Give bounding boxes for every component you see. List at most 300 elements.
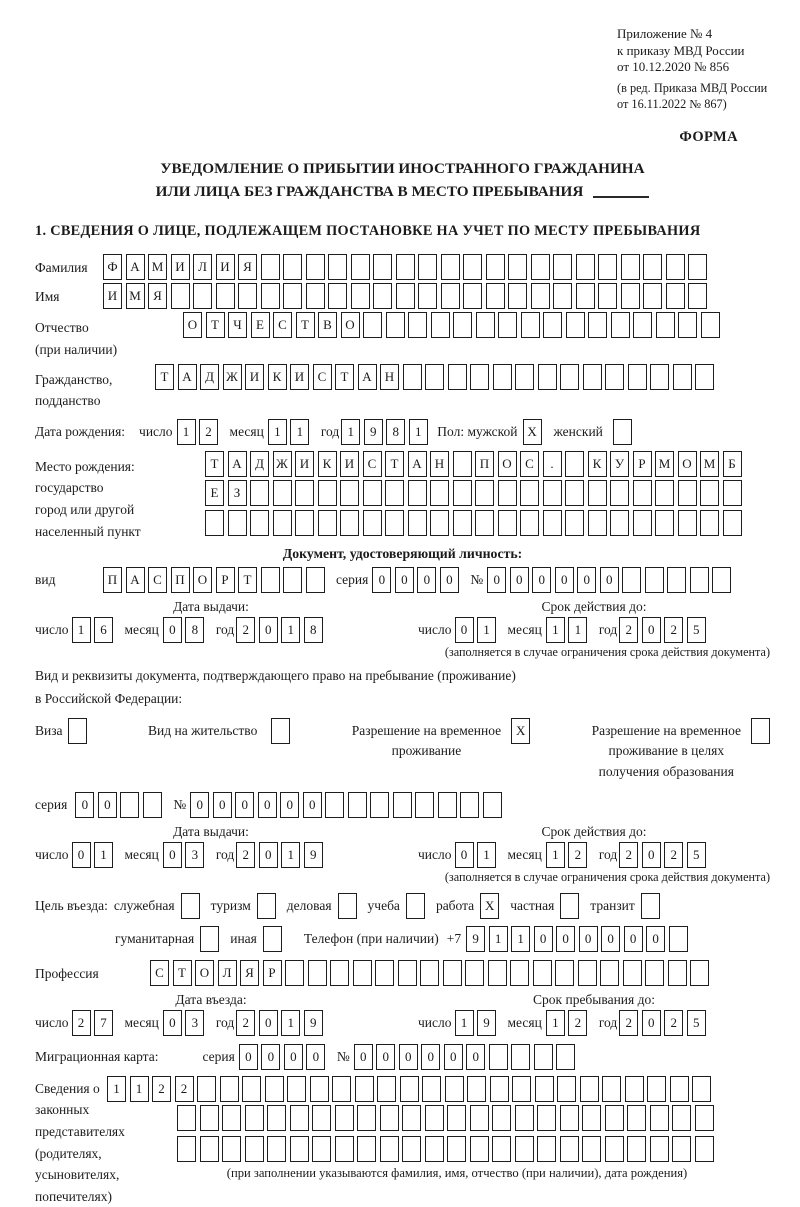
char-cell[interactable] xyxy=(312,1136,331,1162)
char-cell[interactable]: Л xyxy=(193,254,212,280)
char-cell[interactable] xyxy=(332,1076,351,1102)
char-cell[interactable]: 0 xyxy=(259,842,278,868)
char-cell[interactable] xyxy=(120,792,139,818)
char-cell[interactable]: 0 xyxy=(75,792,94,818)
char-cell[interactable]: А xyxy=(228,451,247,477)
char-cell[interactable] xyxy=(408,312,427,338)
char-cell[interactable] xyxy=(508,283,527,309)
char-cell[interactable]: А xyxy=(126,567,145,593)
char-cell[interactable] xyxy=(475,510,494,536)
char-cell[interactable] xyxy=(602,1076,621,1102)
char-cell[interactable]: Т xyxy=(173,960,192,986)
char-cell[interactable]: 0 xyxy=(259,617,278,643)
char-cell[interactable]: Я xyxy=(238,254,257,280)
char-cell[interactable] xyxy=(353,960,372,986)
char-cell[interactable] xyxy=(672,1105,691,1131)
char-cell[interactable] xyxy=(605,1136,624,1162)
char-cell[interactable]: 2 xyxy=(568,842,587,868)
char-cell[interactable] xyxy=(498,312,517,338)
char-cell[interactable]: Т xyxy=(335,364,354,390)
char-cell[interactable] xyxy=(576,254,595,280)
purpose-checkbox[interactable]: X xyxy=(480,893,499,919)
char-cell[interactable] xyxy=(565,451,584,477)
char-cell[interactable] xyxy=(430,480,449,506)
char-cell[interactable] xyxy=(521,312,540,338)
char-cell[interactable] xyxy=(453,510,472,536)
char-cell[interactable]: 2 xyxy=(619,617,638,643)
char-cell[interactable] xyxy=(643,283,662,309)
char-cell[interactable] xyxy=(560,364,579,390)
char-cell[interactable] xyxy=(611,312,630,338)
char-cell[interactable] xyxy=(669,926,688,952)
char-cell[interactable]: Я xyxy=(240,960,259,986)
char-cell[interactable] xyxy=(470,364,489,390)
char-cell[interactable] xyxy=(515,364,534,390)
char-cell[interactable] xyxy=(470,1136,489,1162)
char-cell[interactable] xyxy=(582,1136,601,1162)
sex-male-checkbox[interactable]: X xyxy=(523,419,542,445)
char-cell[interactable]: А xyxy=(126,254,145,280)
char-cell[interactable]: Т xyxy=(385,451,404,477)
char-cell[interactable]: 9 xyxy=(364,419,383,445)
char-cell[interactable] xyxy=(396,283,415,309)
char-cell[interactable] xyxy=(335,1136,354,1162)
char-cell[interactable] xyxy=(515,1136,534,1162)
char-cell[interactable]: О xyxy=(678,451,697,477)
char-cell[interactable] xyxy=(531,283,550,309)
char-cell[interactable] xyxy=(560,1105,579,1131)
char-cell[interactable] xyxy=(328,283,347,309)
char-cell[interactable] xyxy=(633,480,652,506)
char-cell[interactable]: 0 xyxy=(624,926,643,952)
char-cell[interactable]: 8 xyxy=(386,419,405,445)
char-cell[interactable]: 0 xyxy=(466,1044,485,1070)
char-cell[interactable] xyxy=(460,792,479,818)
char-cell[interactable] xyxy=(200,1105,219,1131)
char-cell[interactable] xyxy=(627,1136,646,1162)
char-cell[interactable] xyxy=(692,1076,711,1102)
char-cell[interactable] xyxy=(621,283,640,309)
char-cell[interactable]: А xyxy=(408,451,427,477)
char-cell[interactable] xyxy=(678,480,697,506)
char-cell[interactable]: 0 xyxy=(642,617,661,643)
char-cell[interactable] xyxy=(425,1136,444,1162)
char-cell[interactable] xyxy=(650,1105,669,1131)
char-cell[interactable]: 1 xyxy=(72,617,91,643)
char-cell[interactable] xyxy=(363,480,382,506)
char-cell[interactable] xyxy=(408,510,427,536)
char-cell[interactable]: 2 xyxy=(72,1010,91,1036)
char-cell[interactable]: Т xyxy=(155,364,174,390)
char-cell[interactable] xyxy=(363,510,382,536)
char-cell[interactable]: 0 xyxy=(163,1010,182,1036)
purpose-checkbox[interactable] xyxy=(200,926,219,952)
char-cell[interactable]: Р xyxy=(216,567,235,593)
char-cell[interactable]: 2 xyxy=(664,842,683,868)
char-cell[interactable] xyxy=(222,1136,241,1162)
purpose-checkbox[interactable] xyxy=(641,893,660,919)
char-cell[interactable]: Л xyxy=(218,960,237,986)
char-cell[interactable]: К xyxy=(588,451,607,477)
char-cell[interactable] xyxy=(273,510,292,536)
char-cell[interactable]: 0 xyxy=(534,926,553,952)
char-cell[interactable]: 7 xyxy=(94,1010,113,1036)
char-cell[interactable] xyxy=(598,254,617,280)
char-cell[interactable] xyxy=(557,1076,576,1102)
char-cell[interactable] xyxy=(498,510,517,536)
char-cell[interactable] xyxy=(610,480,629,506)
char-cell[interactable]: П xyxy=(475,451,494,477)
char-cell[interactable]: И xyxy=(290,364,309,390)
char-cell[interactable] xyxy=(688,254,707,280)
purpose-checkbox[interactable] xyxy=(181,893,200,919)
char-cell[interactable]: 1 xyxy=(290,419,309,445)
char-cell[interactable]: 0 xyxy=(421,1044,440,1070)
char-cell[interactable] xyxy=(670,1076,689,1102)
char-cell[interactable] xyxy=(328,254,347,280)
char-cell[interactable]: 0 xyxy=(646,926,665,952)
char-cell[interactable] xyxy=(400,1076,419,1102)
char-cell[interactable]: 5 xyxy=(687,842,706,868)
char-cell[interactable]: 0 xyxy=(579,926,598,952)
char-cell[interactable]: С xyxy=(313,364,332,390)
char-cell[interactable] xyxy=(475,480,494,506)
char-cell[interactable]: 0 xyxy=(190,792,209,818)
char-cell[interactable] xyxy=(520,480,539,506)
char-cell[interactable] xyxy=(489,1044,508,1070)
char-cell[interactable]: 6 xyxy=(94,617,113,643)
char-cell[interactable] xyxy=(402,1105,421,1131)
char-cell[interactable]: 2 xyxy=(236,842,255,868)
char-cell[interactable] xyxy=(621,254,640,280)
char-cell[interactable]: Н xyxy=(430,451,449,477)
char-cell[interactable]: Я xyxy=(148,283,167,309)
char-cell[interactable] xyxy=(283,283,302,309)
char-cell[interactable]: 0 xyxy=(235,792,254,818)
char-cell[interactable] xyxy=(308,960,327,986)
visa-checkbox[interactable] xyxy=(68,718,87,744)
char-cell[interactable]: 0 xyxy=(72,842,91,868)
char-cell[interactable]: М xyxy=(126,283,145,309)
char-cell[interactable] xyxy=(488,960,507,986)
char-cell[interactable]: В xyxy=(318,312,337,338)
char-cell[interactable] xyxy=(537,1105,556,1131)
char-cell[interactable]: 0 xyxy=(258,792,277,818)
char-cell[interactable] xyxy=(610,510,629,536)
char-cell[interactable]: О xyxy=(341,312,360,338)
char-cell[interactable] xyxy=(655,480,674,506)
char-cell[interactable]: 1 xyxy=(341,419,360,445)
char-cell[interactable] xyxy=(656,312,675,338)
char-cell[interactable]: 0 xyxy=(440,567,459,593)
char-cell[interactable] xyxy=(622,567,641,593)
char-cell[interactable] xyxy=(598,283,617,309)
char-cell[interactable]: 0 xyxy=(280,792,299,818)
char-cell[interactable]: С xyxy=(148,567,167,593)
char-cell[interactable]: Т xyxy=(296,312,315,338)
char-cell[interactable] xyxy=(625,1076,644,1102)
char-cell[interactable] xyxy=(520,510,539,536)
char-cell[interactable]: М xyxy=(700,451,719,477)
char-cell[interactable] xyxy=(415,792,434,818)
char-cell[interactable]: 0 xyxy=(555,567,574,593)
char-cell[interactable] xyxy=(623,960,642,986)
char-cell[interactable] xyxy=(306,254,325,280)
char-cell[interactable] xyxy=(193,283,212,309)
char-cell[interactable]: 1 xyxy=(281,842,300,868)
char-cell[interactable] xyxy=(200,1136,219,1162)
residence-permit-checkbox[interactable] xyxy=(271,718,290,744)
char-cell[interactable] xyxy=(555,960,574,986)
char-cell[interactable] xyxy=(216,283,235,309)
char-cell[interactable] xyxy=(556,1044,575,1070)
char-cell[interactable]: Т xyxy=(238,567,257,593)
char-cell[interactable] xyxy=(447,1105,466,1131)
char-cell[interactable] xyxy=(250,510,269,536)
char-cell[interactable]: 2 xyxy=(619,1010,638,1036)
char-cell[interactable] xyxy=(418,254,437,280)
char-cell[interactable] xyxy=(582,1105,601,1131)
char-cell[interactable] xyxy=(363,312,382,338)
char-cell[interactable] xyxy=(700,510,719,536)
char-cell[interactable] xyxy=(238,283,257,309)
char-cell[interactable]: 0 xyxy=(98,792,117,818)
char-cell[interactable]: 1 xyxy=(281,617,300,643)
char-cell[interactable] xyxy=(565,510,584,536)
char-cell[interactable] xyxy=(197,1076,216,1102)
char-cell[interactable] xyxy=(498,480,517,506)
char-cell[interactable]: 0 xyxy=(163,617,182,643)
char-cell[interactable] xyxy=(553,254,572,280)
char-cell[interactable]: 0 xyxy=(577,567,596,593)
char-cell[interactable]: 1 xyxy=(455,1010,474,1036)
char-cell[interactable]: 0 xyxy=(600,567,619,593)
purpose-checkbox[interactable] xyxy=(338,893,357,919)
char-cell[interactable] xyxy=(655,510,674,536)
char-cell[interactable] xyxy=(492,1136,511,1162)
char-cell[interactable] xyxy=(605,364,624,390)
char-cell[interactable] xyxy=(508,254,527,280)
char-cell[interactable] xyxy=(325,792,344,818)
purpose-checkbox[interactable] xyxy=(257,893,276,919)
char-cell[interactable] xyxy=(453,312,472,338)
char-cell[interactable]: Т xyxy=(206,312,225,338)
char-cell[interactable]: П xyxy=(171,567,190,593)
char-cell[interactable]: 0 xyxy=(455,617,474,643)
char-cell[interactable] xyxy=(340,510,359,536)
char-cell[interactable]: 0 xyxy=(239,1044,258,1070)
char-cell[interactable] xyxy=(476,312,495,338)
char-cell[interactable] xyxy=(375,960,394,986)
char-cell[interactable]: Н xyxy=(380,364,399,390)
char-cell[interactable] xyxy=(295,480,314,506)
char-cell[interactable] xyxy=(295,510,314,536)
char-cell[interactable]: 0 xyxy=(642,842,661,868)
char-cell[interactable]: 1 xyxy=(489,926,508,952)
char-cell[interactable] xyxy=(723,510,742,536)
char-cell[interactable]: 5 xyxy=(687,1010,706,1036)
char-cell[interactable]: Р xyxy=(633,451,652,477)
char-cell[interactable]: С xyxy=(520,451,539,477)
char-cell[interactable]: А xyxy=(178,364,197,390)
char-cell[interactable]: 3 xyxy=(185,1010,204,1036)
char-cell[interactable] xyxy=(402,1136,421,1162)
char-cell[interactable]: Е xyxy=(251,312,270,338)
char-cell[interactable] xyxy=(588,510,607,536)
char-cell[interactable] xyxy=(668,960,687,986)
char-cell[interactable] xyxy=(171,283,190,309)
char-cell[interactable] xyxy=(605,1105,624,1131)
char-cell[interactable]: 9 xyxy=(477,1010,496,1036)
char-cell[interactable]: И xyxy=(103,283,122,309)
char-cell[interactable] xyxy=(318,480,337,506)
char-cell[interactable]: 2 xyxy=(199,419,218,445)
char-cell[interactable]: 1 xyxy=(409,419,428,445)
char-cell[interactable] xyxy=(453,480,472,506)
char-cell[interactable]: О xyxy=(193,567,212,593)
char-cell[interactable] xyxy=(265,1076,284,1102)
char-cell[interactable] xyxy=(348,792,367,818)
char-cell[interactable] xyxy=(420,960,439,986)
temp-residence-checkbox[interactable]: X xyxy=(511,718,530,744)
char-cell[interactable]: 0 xyxy=(303,792,322,818)
char-cell[interactable] xyxy=(566,312,585,338)
char-cell[interactable] xyxy=(535,1076,554,1102)
char-cell[interactable] xyxy=(627,1105,646,1131)
char-cell[interactable]: 1 xyxy=(546,842,565,868)
char-cell[interactable]: 2 xyxy=(568,1010,587,1036)
char-cell[interactable]: 0 xyxy=(510,567,529,593)
char-cell[interactable] xyxy=(447,1136,466,1162)
char-cell[interactable] xyxy=(510,960,529,986)
char-cell[interactable]: 0 xyxy=(284,1044,303,1070)
char-cell[interactable] xyxy=(628,364,647,390)
char-cell[interactable] xyxy=(701,312,720,338)
char-cell[interactable] xyxy=(310,1076,329,1102)
char-cell[interactable] xyxy=(486,283,505,309)
char-cell[interactable] xyxy=(177,1105,196,1131)
char-cell[interactable] xyxy=(578,960,597,986)
char-cell[interactable] xyxy=(386,312,405,338)
char-cell[interactable] xyxy=(228,510,247,536)
char-cell[interactable]: 8 xyxy=(304,617,323,643)
char-cell[interactable]: 3 xyxy=(185,842,204,868)
char-cell[interactable] xyxy=(695,364,714,390)
char-cell[interactable]: 5 xyxy=(687,617,706,643)
char-cell[interactable]: 0 xyxy=(532,567,551,593)
char-cell[interactable] xyxy=(418,283,437,309)
char-cell[interactable]: Ж xyxy=(273,451,292,477)
char-cell[interactable]: И xyxy=(216,254,235,280)
char-cell[interactable] xyxy=(633,510,652,536)
char-cell[interactable]: 1 xyxy=(268,419,287,445)
char-cell[interactable] xyxy=(357,1136,376,1162)
char-cell[interactable]: О xyxy=(498,451,517,477)
char-cell[interactable]: М xyxy=(655,451,674,477)
char-cell[interactable] xyxy=(690,960,709,986)
char-cell[interactable] xyxy=(261,567,280,593)
char-cell[interactable] xyxy=(576,283,595,309)
char-cell[interactable] xyxy=(712,567,731,593)
char-cell[interactable] xyxy=(261,283,280,309)
char-cell[interactable] xyxy=(340,480,359,506)
char-cell[interactable] xyxy=(467,1076,486,1102)
char-cell[interactable] xyxy=(245,1136,264,1162)
char-cell[interactable] xyxy=(695,1136,714,1162)
char-cell[interactable]: 0 xyxy=(395,567,414,593)
char-cell[interactable]: 0 xyxy=(487,567,506,593)
char-cell[interactable] xyxy=(553,283,572,309)
char-cell[interactable] xyxy=(600,960,619,986)
char-cell[interactable]: С xyxy=(273,312,292,338)
char-cell[interactable] xyxy=(538,364,557,390)
char-cell[interactable] xyxy=(267,1105,286,1131)
temp-residence-edu-checkbox[interactable] xyxy=(751,718,770,744)
char-cell[interactable] xyxy=(373,283,392,309)
char-cell[interactable] xyxy=(723,480,742,506)
char-cell[interactable]: О xyxy=(195,960,214,986)
char-cell[interactable]: 2 xyxy=(152,1076,171,1102)
char-cell[interactable] xyxy=(534,1044,553,1070)
char-cell[interactable]: 0 xyxy=(306,1044,325,1070)
char-cell[interactable] xyxy=(177,1136,196,1162)
char-cell[interactable]: 8 xyxy=(185,617,204,643)
char-cell[interactable]: 1 xyxy=(130,1076,149,1102)
char-cell[interactable]: 1 xyxy=(511,926,530,952)
char-cell[interactable]: 2 xyxy=(619,842,638,868)
char-cell[interactable] xyxy=(306,567,325,593)
char-cell[interactable]: О xyxy=(183,312,202,338)
char-cell[interactable]: И xyxy=(340,451,359,477)
char-cell[interactable]: С xyxy=(363,451,382,477)
char-cell[interactable] xyxy=(431,312,450,338)
char-cell[interactable]: 0 xyxy=(376,1044,395,1070)
purpose-checkbox[interactable] xyxy=(560,893,579,919)
char-cell[interactable]: . xyxy=(543,451,562,477)
char-cell[interactable]: 1 xyxy=(546,1010,565,1036)
char-cell[interactable] xyxy=(287,1076,306,1102)
char-cell[interactable]: К xyxy=(268,364,287,390)
char-cell[interactable] xyxy=(380,1105,399,1131)
char-cell[interactable]: И xyxy=(295,451,314,477)
char-cell[interactable]: Ф xyxy=(103,254,122,280)
char-cell[interactable] xyxy=(645,960,664,986)
char-cell[interactable]: П xyxy=(103,567,122,593)
char-cell[interactable] xyxy=(283,254,302,280)
char-cell[interactable]: 0 xyxy=(163,842,182,868)
char-cell[interactable] xyxy=(351,254,370,280)
char-cell[interactable] xyxy=(531,254,550,280)
char-cell[interactable] xyxy=(403,364,422,390)
char-cell[interactable]: 0 xyxy=(601,926,620,952)
char-cell[interactable] xyxy=(493,364,512,390)
char-cell[interactable] xyxy=(438,792,457,818)
char-cell[interactable]: Т xyxy=(205,451,224,477)
char-cell[interactable] xyxy=(355,1076,374,1102)
char-cell[interactable]: Ж xyxy=(223,364,242,390)
char-cell[interactable] xyxy=(483,792,502,818)
char-cell[interactable] xyxy=(370,792,389,818)
char-cell[interactable]: 1 xyxy=(281,1010,300,1036)
char-cell[interactable]: Е xyxy=(205,480,224,506)
char-cell[interactable] xyxy=(645,567,664,593)
char-cell[interactable] xyxy=(543,312,562,338)
char-cell[interactable] xyxy=(351,283,370,309)
char-cell[interactable] xyxy=(565,480,584,506)
char-cell[interactable] xyxy=(543,480,562,506)
char-cell[interactable] xyxy=(678,312,697,338)
purpose-checkbox[interactable] xyxy=(263,926,282,952)
